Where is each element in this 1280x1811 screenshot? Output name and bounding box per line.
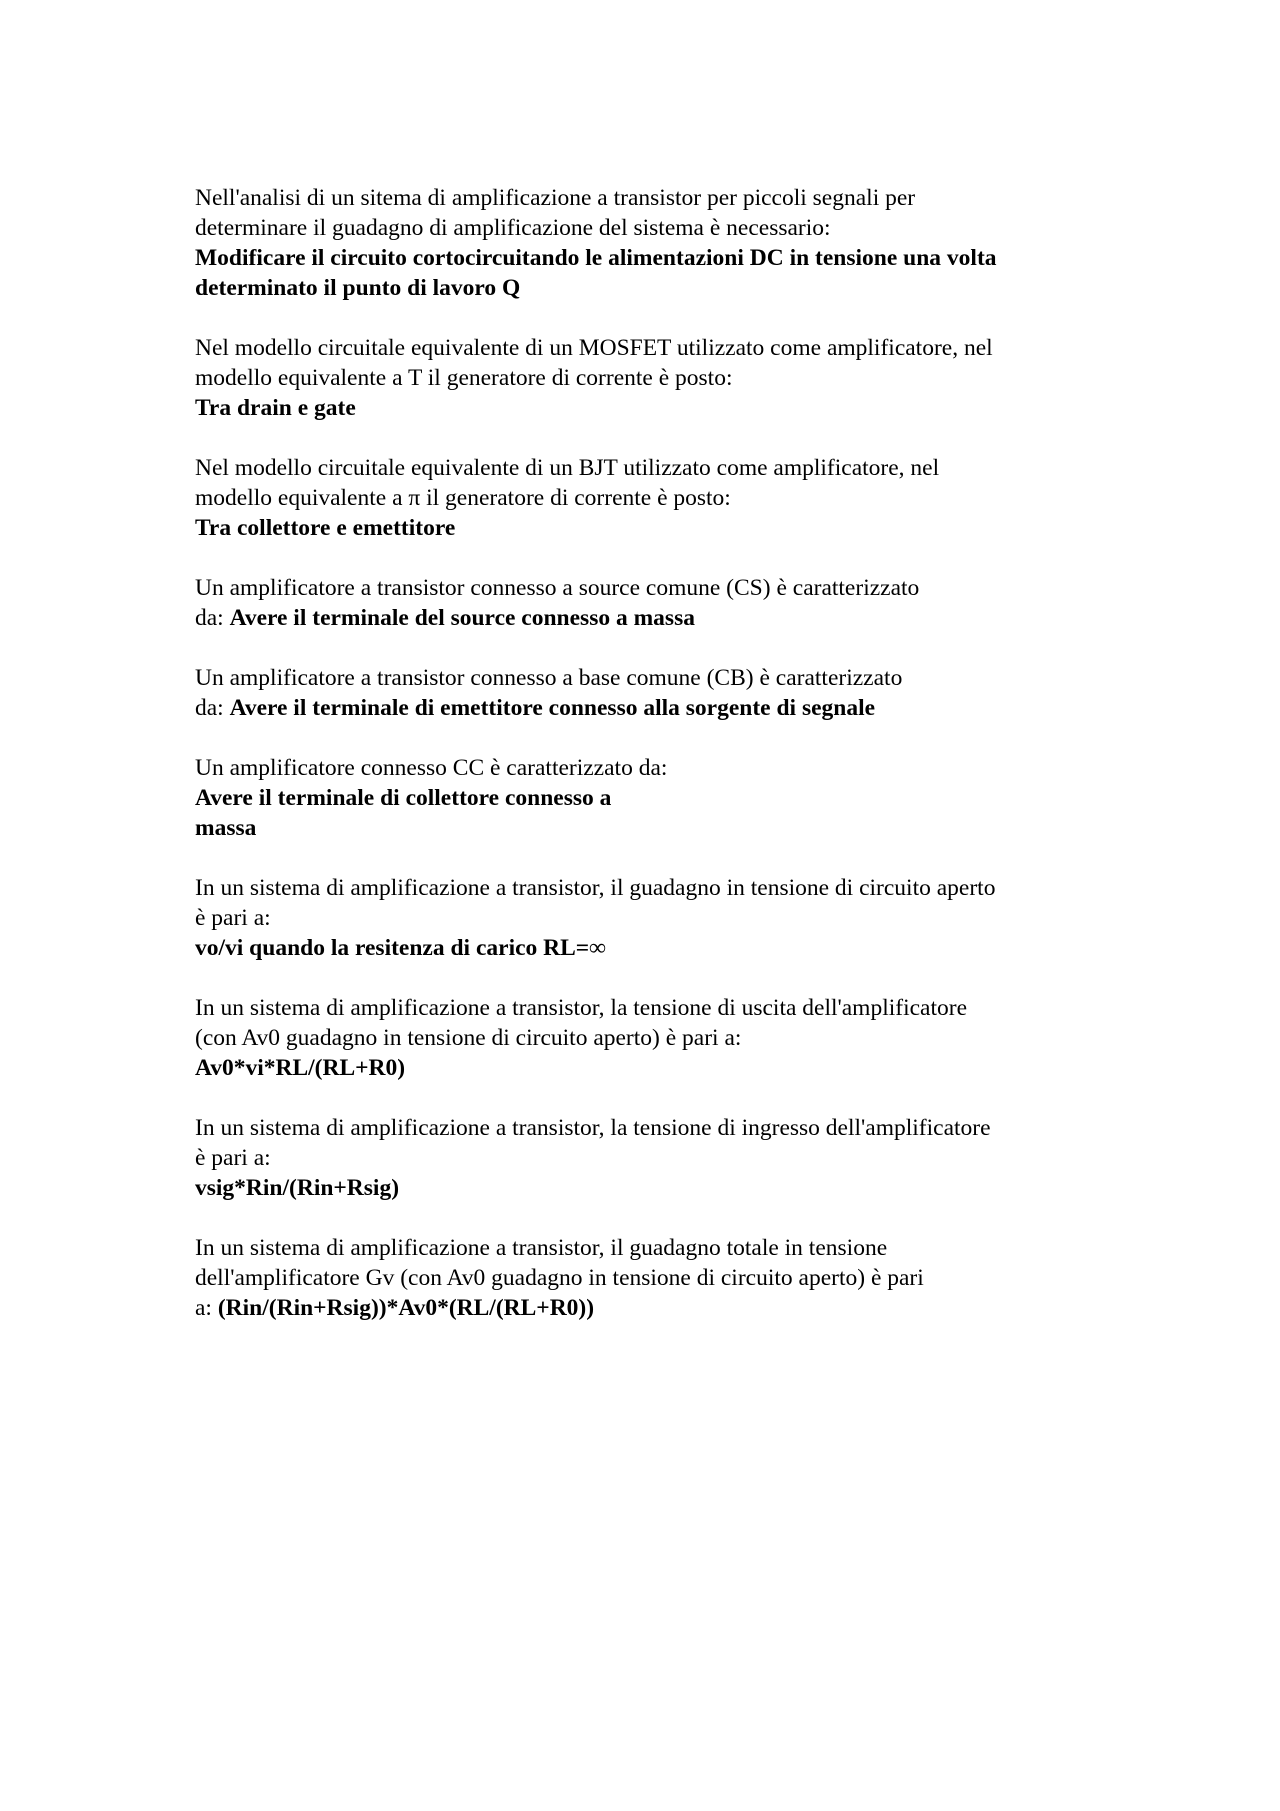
answer-text: Avere il terminale del source connesso a massa [229, 605, 695, 631]
question-line: Nel modello circuitale equivalente di un MOSFET utilizzato come amplificatore, nel [195, 335, 993, 361]
answer-line: vo/vi quando la resitenza di carico RL=∞ [195, 935, 606, 961]
mixed-line [195, 603, 1095, 633]
mixed-line [195, 693, 1095, 723]
answer-text: Avere il terminale di emettitore connesso alla sorgente di segnale [229, 695, 876, 721]
qa-item [195, 333, 1095, 423]
answer-text: (Rin/(Rin+Rsig))*Av0*(RL/(RL+R0)) [217, 1295, 595, 1321]
question-line: Un amplificatore a transistor connesso a source comune (CS) è caratterizzato [195, 575, 920, 601]
question-line: determinare il guadagno di amplificazione del sistema è necessario: [195, 215, 831, 241]
question-line: (con Av0 guadagno in tensione di circuito aperto) è pari a: [195, 1025, 742, 1051]
answer-line: Avere il terminale di collettore connesso a [195, 785, 612, 811]
question-line: è pari a: [195, 905, 271, 931]
qa-item [195, 1113, 1095, 1203]
question-prefix: da: [195, 605, 230, 631]
question-line: In un sistema di amplificazione a transistor, la tensione di uscita dell'amplificatore [195, 995, 968, 1021]
question-line: dell'amplificatore Gv (con Av0 guadagno in tensione di circuito aperto) è pari [195, 1265, 924, 1291]
question-line: Nell'analisi di un sitema di amplificazione a transistor per piccoli segnali per [195, 185, 916, 211]
qa-item [195, 183, 1095, 303]
question-prefix: da: [195, 695, 230, 721]
question-prefix: a: [195, 1295, 218, 1321]
question-line: In un sistema di amplificazione a transistor, il guadagno in tensione di circuito aperto [195, 875, 996, 901]
qa-item [195, 753, 1095, 843]
answer-line: Tra collettore e emettitore [195, 515, 456, 541]
document-body [195, 183, 1095, 1353]
question-line: modello equivalente a π il generatore di corrente è posto: [195, 485, 731, 511]
answer-line: Modificare il circuito cortocircuitando le alimentazioni DC in tensione una volta [195, 245, 997, 271]
mixed-line [195, 1293, 1095, 1323]
question-line: modello equivalente a T il generatore di corrente è posto: [195, 365, 733, 391]
qa-item [195, 663, 1095, 723]
question-line: Un amplificatore a transistor connesso a base comune (CB) è caratterizzato [195, 665, 903, 691]
question-line: è pari a: [195, 1145, 271, 1171]
answer-line: massa [195, 815, 257, 841]
question-line: In un sistema di amplificazione a transistor, la tensione di ingresso dell'amplificatore [195, 1115, 991, 1141]
qa-item [195, 1233, 1095, 1323]
question-line: In un sistema di amplificazione a transistor, il guadagno totale in tensione [195, 1235, 888, 1261]
question-line: Un amplificatore connesso CC è caratterizzato da: [195, 755, 668, 781]
answer-line: determinato il punto di lavoro Q [195, 275, 521, 301]
qa-item [195, 993, 1095, 1083]
question-line: Nel modello circuitale equivalente di un BJT utilizzato come amplificatore, nel [195, 455, 940, 481]
qa-item [195, 573, 1095, 633]
answer-line: Av0*vi*RL/(RL+R0) [195, 1055, 406, 1081]
answer-line: vsig*Rin/(Rin+Rsig) [195, 1175, 400, 1201]
answer-line: Tra drain e gate [195, 395, 356, 421]
qa-item [195, 453, 1095, 543]
qa-item [195, 873, 1095, 963]
